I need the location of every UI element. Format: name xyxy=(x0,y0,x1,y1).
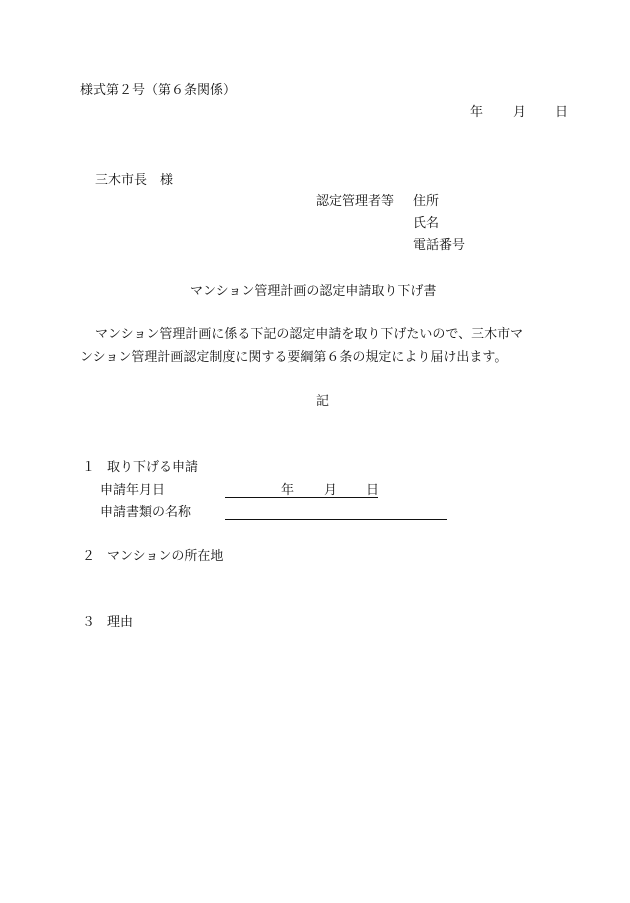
application-date-label: 申請年月日 xyxy=(100,483,166,498)
applicant-address-label: 住所 xyxy=(413,194,440,209)
body-line-2: ンション管理計画認定制度に関する要綱第６条の規定により届け出ます。 xyxy=(80,350,508,365)
date-day: 日 xyxy=(555,105,569,120)
item1-label: 取り下げる申請 xyxy=(107,460,199,475)
item2-number: ２ xyxy=(82,549,96,564)
body-line-1: マンション管理計画に係る下記の認定申請を取り下げたいので、三木市マ xyxy=(95,327,524,342)
applicant-phone-label: 電話番号 xyxy=(413,238,466,253)
addressee: 三木市長 様 xyxy=(95,173,174,188)
applicant-role-label: 認定管理者等 xyxy=(316,194,395,209)
form-number: 様式第２号（第６条関係） xyxy=(80,83,237,98)
document-title: マンション管理計画の認定申請取り下げ書 xyxy=(190,284,437,299)
ki-heading: 記 xyxy=(316,394,330,409)
document-name-label: 申請書類の名称 xyxy=(100,505,192,520)
item3-label: 理由 xyxy=(107,615,134,630)
item1-number: １ xyxy=(82,460,96,475)
document-name-underline xyxy=(225,519,447,520)
application-date-underline xyxy=(225,497,378,498)
application-date-day: 日 xyxy=(366,483,380,498)
applicant-name-label: 氏名 xyxy=(413,216,440,231)
date-month: 月 xyxy=(513,105,527,120)
item2-label: マンションの所在地 xyxy=(107,549,224,564)
application-date-year: 年 xyxy=(281,483,295,498)
application-date-month: 月 xyxy=(324,483,338,498)
item3-number: ３ xyxy=(82,615,96,630)
date-year: 年 xyxy=(470,105,484,120)
